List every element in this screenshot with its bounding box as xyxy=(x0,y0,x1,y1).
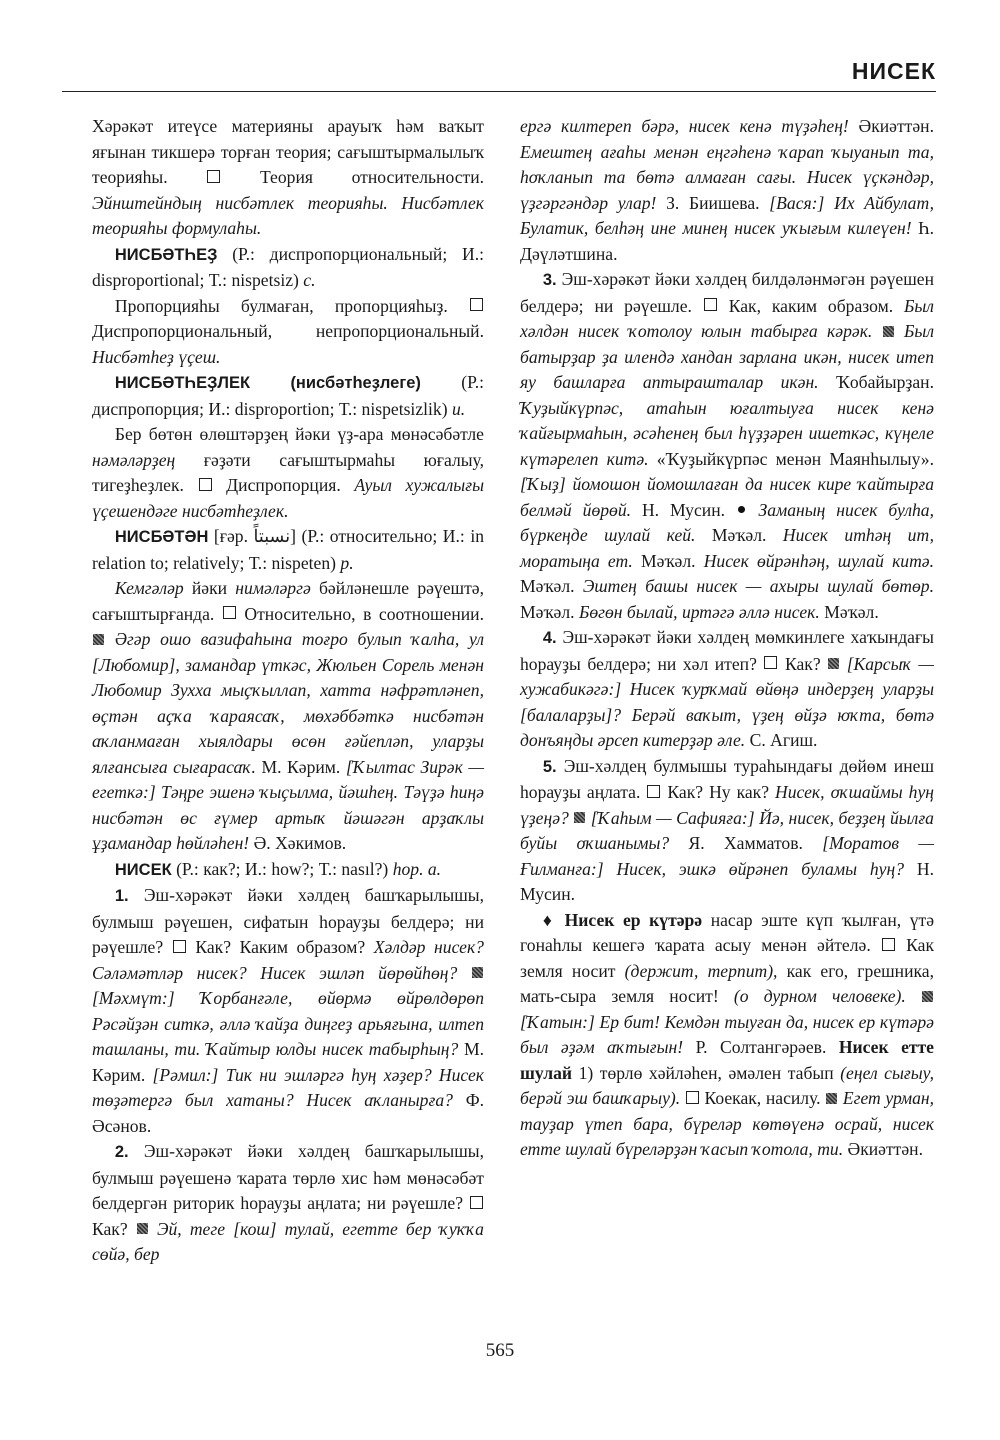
russian-equivalent-marker xyxy=(199,478,212,491)
sense-number: 3. xyxy=(542,271,557,289)
grammar-equivalents: (Р.: как?; И.: how?; Т.: nasıl?) xyxy=(176,858,389,879)
sense-1: 1. Эш-хәрәкәт йәки хәлдең башҡарылышы, булмыш рәүешен, сифатын һорауҙы белдерә; ни рәүешле? Как? Каким образом? Хәлдәр нисек? Сәләмәтләр нисек? Нисек эшләп йөрөйһөң? [Мәхмүт:] Ҡорбанғәле, өйөрмә өйрөлдөрөп Рәсәйҙән ситкә, әллә ҡайҙа диңгеҙ арьяғына, илтеп ташланы, ти. Ҡайтыр юлды нисек табырһың? М. Кәрим. [Рәмил:] Тик ни эшләргә һуң хәҙер? Нисек төҙәтергә был хатаны? Нисек аҡланырға? Ф. Әсәнов. xyxy=(92,885,485,1136)
usage-example: Ауыл хужалығы үҫешендәге нисбәтһеҙлек. xyxy=(92,475,484,521)
proverb-source: Мәҡәл. xyxy=(824,601,879,622)
headword-variant: (нисбәтһеҙлеге) xyxy=(290,374,421,392)
usage-example: Был хәлдән нисек ҡотолоу юлын табырға кәрәк. xyxy=(520,295,934,341)
usage-example: [Карсыҡ — хужабикәгә:] Нисек ҡурҡмай өйөңә индерҙең уларҙы [балаларҙы]? Берәй ваҡыт, үҙең өйҙә юҡта, бөтә донъяңды әрсеп китерҙәр әле. xyxy=(520,653,934,750)
russian-equivalent-marker xyxy=(704,298,717,311)
idiom-phrase: Нисек етте шулай xyxy=(520,1037,934,1083)
russian-equivalent-marker xyxy=(470,1196,483,1209)
proverb-source: Мәҡәл. xyxy=(520,576,575,596)
entry-nisek xyxy=(92,857,484,884)
citation-author: М. Кәрим. xyxy=(261,756,341,777)
headword: НИСБӘТҺЕҘ xyxy=(114,245,218,264)
running-head: НИСЕК xyxy=(851,58,936,84)
sense-5: 5. Эш-хәлдең булмышы тураһындағы дөйөм инеш һорауҙы аңлата. Как? Ну как? Нисек, оҡшаймы һуң үҙеңә? [Ҡаһым — Сафияға:] Йә, нисек, беҙҙең йылға буйы оҡшанымы? Я. Хамматов. [Моратов — Ғилманға:] Нисек, эшкә өйрәнеп буламы һуң? Н. Мусин. xyxy=(520,755,935,904)
proverb: Нисек өйрәнһәң, шулай китә. xyxy=(703,550,935,571)
idiom-diamond-icon: ♦ xyxy=(542,909,557,930)
citation-author: «Ҡуҙыйкүрпәс менән Маянһылыу». xyxy=(656,448,934,469)
headword: НИСБӘТҺЕҘЛЕК xyxy=(114,374,251,392)
usage-example: Хәлдәр нисек? Сәләмәтләр нисек? Нисек эшләп йөрөйһөң? xyxy=(92,937,484,983)
usage-example: Ҡуҙыйкүрпәс, атаһын юғалтыуға нисек кенә ҡайғырмаһын, әсәһенең был һүҙҙәрен ишеткәс, күңеле күтәрелеп китә. xyxy=(520,397,934,469)
citation-author: Р. Солтангәрәев. xyxy=(695,1037,827,1057)
sense-number: 1. xyxy=(114,887,129,905)
entry-nisbaten-sense: Кемгәләр йәки нимәләргә бәйләнешле рәүештә, сағыштырғанда. Относительно, в соотношении. Әгәр ошо вазифаһына тоғро булып ҡалһа, ул [Любомир], замандар үткәс, Жюльен Сорель менән Любомир Зухха мыҫҡыллап, хатта нәфрәтләнеп, өҫтән аҫҡа ҡараясаҡ, мөхәббәткә нисбәтән аҡланмаған хыялдары өсөн ғәйепләп, уларҙы ялғансыға сығарасаҡ. М. Кәрим. [Ҡылтас Зирәк — егеткә:] Тәңре эшенә ҡыҫылма, йәшһең. Тәүҙә һиңә нисбәтән өс ғүмер артыҡ йәшәгән арҙаҡлы ұҙамандар һөйләһен! Ә. Хәкимов. xyxy=(92,578,484,853)
proverb-source: Мәҡәл. xyxy=(711,525,767,545)
usage-example: ергә килтереп бәрә, нисек кенә түҙәһең! xyxy=(520,116,849,136)
usage-example: [Рәмил:] Тик ни эшләргә һуң хәҙер? Нисек төҙәтергә был хатаны? Нисек аҡланырға? xyxy=(92,1064,485,1110)
grammar-equivalents: (Р.: диспропорция; И.: disproportion; Т.: nispetsizlik) xyxy=(92,372,484,419)
literary-example-marker xyxy=(93,634,104,645)
entry-nisbathezlek-sense: Бер бөтөн өлөштәрҙең йәки үҙ-ара мөнәсәбәтле нәмәләрҙең ғәҙәти сағыштырмаһы юғалыу, тигеҙһеҙлек. Диспропорция. Ауыл хужалығы үҫешендәге нисбәтһеҙлек. xyxy=(92,424,484,521)
citation-author: Ә. Хәкимов. xyxy=(253,833,347,853)
citation-author: Әкиәттән. xyxy=(858,116,934,136)
left-column xyxy=(92,114,484,1268)
literary-example-marker xyxy=(574,812,585,823)
usage-example: [Ҡыҙ] йомошон йомошлаған да нисек кире ҡайтырға белмәй йөрөй. xyxy=(520,474,934,520)
page-number: 565 xyxy=(485,1340,515,1361)
russian-equivalent-marker xyxy=(173,940,186,953)
proverb: Заманың нисек булһа, бүркеңде шулай кей. xyxy=(520,499,934,545)
sense-2-continuation xyxy=(520,114,934,267)
citation-author: С. Агиш. xyxy=(749,730,818,750)
part-of-speech: р. xyxy=(340,552,354,573)
sense-3: 3. Эш-хәрәкәт йәки хәлдең билдәләнмәгән рәүешен белдерә; ни рәүешле. Как, каким образом. Был хәлдән нисек ҡотолоу юлын табырға кәрәк. Был батырҙар ҙа илендә хандан зарлана икән, нисек итеп яу башларға аптырашталар икән. Ҡобайырҙан. Ҡуҙыйкүрпәс, атаһын юғалтыуға нисек кенә ҡайғырмаһын, әсәһенең был һүҙҙәрен ишеткәс, күңеле күтәрелеп китә. «Ҡуҙыйкүрпәс менән Маянһылыу». [Ҡыҙ] йомошон йомошлаған да нисек кире ҡайтырға белмәй йөрөй. Н. Мусин. Заманың нисек булһа, бүркеңде шулай кей. Мәҡәл. Нисек итһәң ит, моратыңа ет. Мәҡәл. Нисек өйрәнһәң, шулай китә. Мәҡәл. Эштең башы нисек — ахыры шулай бөтөр. Мәҡәл. Бөгөн былай, иртәгә әллә нисек. Мәҡәл. xyxy=(520,269,935,622)
russian-equivalent-marker xyxy=(686,1091,699,1104)
citation-author: Һ. Дәүләтшина. xyxy=(520,218,934,264)
usage-example: [Вася:] Их Айбулат, Булатик, белһәң ине минең нисек уҡығым килеүен! xyxy=(520,192,934,238)
literary-example-marker xyxy=(828,658,839,669)
part-of-speech: с. xyxy=(303,270,316,290)
proverb-source: Мәҡәл. xyxy=(520,601,575,622)
literary-example-marker xyxy=(137,1223,148,1234)
arabic-script: نسبتاً xyxy=(253,526,291,546)
proverb: Эштең башы нисек — ахыры шулай бөтөр. xyxy=(582,576,934,596)
usage-example: Нисбәтһеҙ үҫеш. xyxy=(92,346,221,367)
literary-example-marker xyxy=(826,1093,837,1104)
idioms: ♦ Нисек ер күтәрә насар эште күп ҡылған, үтә гонаһлы кешегә ҡарата асыу менән әйтелә. Как земля носит (держит, терпит), как его, грешника, мать-сыра земля носит! (о дурном человеке). [Ҡатын:] Ер бит! Кемдән тыуған да, нисек ер күтәрә был әҙәм аҡтығын! Р. Солтангәрәев. Нисек етте шулай 1) төрлө хәйләһен, әмәлен табып (еңел сығыу, берәй эш башҡарыу). Коекак, насилу. Егет урман, тауҙар үтеп бара, бүреләр көтөүенә осрай, нисек етте шулай бүреләрҙән ҡасып ҡотола, ти. Әкиәттән. xyxy=(520,909,935,1159)
usage-example: Емештең ағаһы менән еңгәһенә ҡарап ҡыуанып та, һоҡланып та бөтә алмаған сағы. Нисек үҫкәндәр, үҙгәргәндәр улар! xyxy=(520,141,934,213)
citation-author: Ҡобайырҙан. xyxy=(836,372,934,392)
sense-number: 4. xyxy=(542,629,557,647)
russian-equivalent-marker xyxy=(764,656,777,669)
proverb: Нисек итһәң ит, моратыңа ет. xyxy=(520,525,935,571)
usage-example: [Ҡатын:] Ер бит! Кемдән тыуған да, нисек ер күтәрә был әҙәм аҡтығын! xyxy=(520,1011,934,1057)
entry-nisbathez-sense: Пропорцияһы булмаған, пропорцияһыҙ. Диспропорциональный, непропорциональный. Нисбәтһеҙ үҫеш. xyxy=(92,295,484,367)
russian-equivalent-marker xyxy=(223,606,236,619)
citation-author: Н. Мусин. xyxy=(520,858,934,904)
literary-example-marker xyxy=(922,991,933,1002)
citation-author: Н. Мусин. xyxy=(641,499,726,520)
grammar-equivalents: (Р.: относительно; И.: in relation to; relatively; Т.: nispeten) xyxy=(92,526,485,573)
usage-example: Нисек, оҡшаймы һуң үҙеңә? xyxy=(520,782,935,828)
proverb-marker xyxy=(738,506,745,513)
entry-nisbathezlek xyxy=(92,370,484,422)
etymology: [ғәр. نسبتاً] xyxy=(213,526,296,546)
usage-example: [Моратов — Ғилманға:] Нисек, эшкә өйрәнеп буламы һуң? xyxy=(520,833,934,879)
entry-nisbathez xyxy=(92,242,484,294)
usage-example: Эй, теге [кош] тулай, егетте бер ҡуҡҡа сөйә, бер xyxy=(92,1218,484,1264)
sense-number: 5. xyxy=(542,757,557,776)
header-rule xyxy=(62,91,936,92)
headword: НИСБӘТӘН xyxy=(114,528,209,546)
citation-author: Әкиәттән. xyxy=(847,1139,923,1159)
grammar-equivalents: (Р.: диспропорциональный; И.: disproportional; Т.: nispetsiz) xyxy=(92,243,484,290)
citation-author: Я. Хамматов. xyxy=(688,833,803,853)
russian-equivalent-marker xyxy=(470,298,483,311)
sense-number: 1) xyxy=(578,1062,594,1083)
proverb-source: Мәҡәл. xyxy=(641,550,696,571)
usage-example: Әгәр ошо вазифаһына тоғро булып ҡалһа, ул [Любомир], замандар үткәс, Жюльен Сорель менән Любомир Зухха мыҫҡыллап, хатта нәфрәтләнеп, өҫтән аҫҡа ҡараясаҡ, мөхәббәткә нисбәтән аҡланмаған хыялдары өсөн ғәйепләп, уларҙы ялғансыға сығарасаҡ. xyxy=(92,629,484,777)
usage-example: Был батырҙар ҙа илендә хандан зарлана икән, нисек итеп яу башларға аптырашталар икән. xyxy=(520,321,934,392)
russian-equivalent-marker xyxy=(207,170,220,183)
sense-number: 2. xyxy=(114,1143,129,1161)
usage-example: [Ҡаһым — Сафияға:] Йә, нисек, беҙҙең йылға буйы оҡшанымы? xyxy=(520,807,934,853)
sense-4: 4. Эш-хәрәкәт йәки хәлдең мөмкинлеге хаҡындағы һорауҙы белдерә; ни хәл итеп? Как? [Карсыҡ — хужабикәгә:] Нисек ҡурҡмай өйөңә индерҙең уларҙы [балаларҙы]? Берәй ваҡыт, үҙең өйҙә юҡта, бөтә донъяңды әрсеп китерҙәр әле. С. Агиш. xyxy=(520,627,934,750)
usage-example: [Ҡылтас Зирәк — егеткә:] Тәңре эшенә ҡыҫылма, йәшһең. Тәүҙә һиңә нисбәтән өс ғүмер артыҡ йәшәгән арҙаҡлы ұҙамандар һөйләһен! xyxy=(92,756,484,853)
russian-equivalent-marker xyxy=(882,938,895,951)
right-column xyxy=(520,114,934,1163)
citation-author: М. Кәрим. xyxy=(92,1039,484,1085)
usage-example: Егет урман, тауҙар үтеп бара, бүреләр көтөүенә осрай, нисек етте шулай бүреләрҙән ҡасып ҡотола, ти. xyxy=(520,1088,935,1159)
usage-example: Эйнштейндың нисбәтлек теорияһы. Нисбәтлек теорияһы формулаһы. xyxy=(92,192,484,238)
idiom-phrase: Нисек ер күтәрә xyxy=(564,909,703,930)
literary-example-marker xyxy=(472,967,483,978)
literary-example-marker xyxy=(883,326,894,337)
entry-continuation: Хәрәкәт итеүсе материяны арауыҡ һәм ваҡыт яғынан тикшерә торған теория; сағыштырмалылыҡ теорияһы. Теория относительности. Эйнштейндың нисбәтлек теорияһы. Нисбәтлек теорияһы формулаһы. xyxy=(92,116,485,238)
russian-equivalent-marker xyxy=(647,785,660,798)
headword: НИСЕК xyxy=(114,860,172,879)
citation-author: Ф. Әсәнов. xyxy=(92,1090,484,1136)
sense-2: 2. Эш-хәрәкәт йәки хәлдең башҡарылышы, булмыш рәүешенә ҡарата төрлө хис һәм мөнәсәбәт белдергән риторик һорауҙы аңлата; ни рәүешле? Как? Эй, теге [кош] тулай, егетте бер ҡуҡҡа сөйә, бер xyxy=(92,1141,484,1264)
usage-example: [Мәхмүт:] Ҡорбанғәле, өйөрмә өйрөлдөрөп Рәсәйҙән ситкә, әллә ҡайҙа диңгеҙ арьяғына, илтеп ташланы, ти. Ҡайтыр юлды нисек табырһың? xyxy=(92,988,484,1059)
part-of-speech: һор. а. xyxy=(392,858,442,879)
proverb: Бөгөн былай, иртәгә әллә нисек. xyxy=(578,601,820,622)
citation-author: З. Биишева. xyxy=(666,192,760,213)
entry-nisbaten xyxy=(92,524,484,576)
part-of-speech: и. xyxy=(451,398,466,419)
